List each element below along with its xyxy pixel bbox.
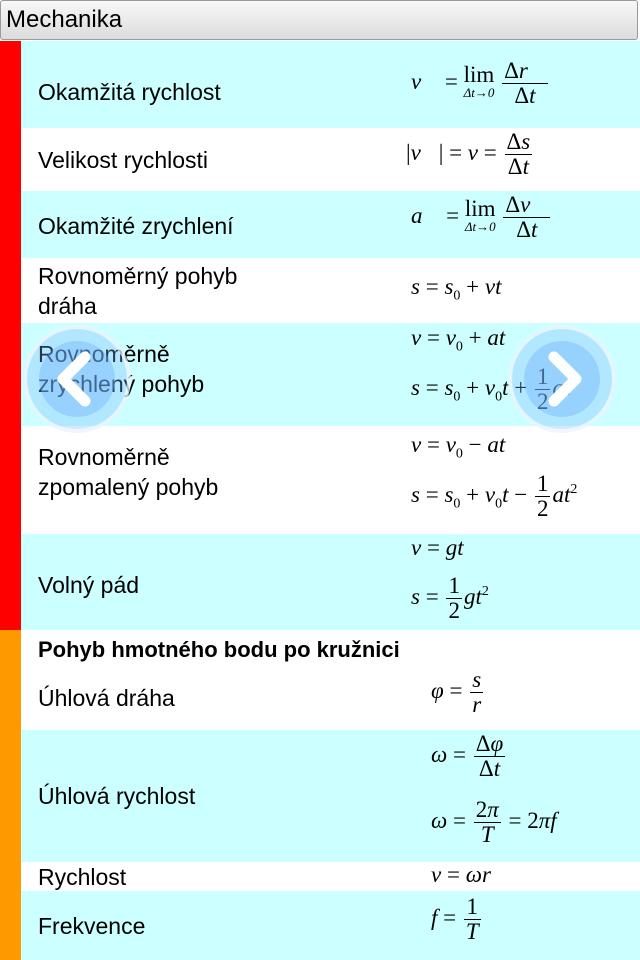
formula-row-decelerated-motion [21, 426, 640, 534]
row-label: Volný pád [38, 572, 140, 598]
formula-free-fall-distance: s = $\frac{1}{2}$ $gt^2$ [411, 573, 489, 623]
row-label: Rychlost [38, 864, 127, 890]
formula-frequency: f = $\frac{1}{T}$ [431, 894, 479, 944]
formula-angular-path: φ = $\frac{s}{r}$ [431, 667, 482, 717]
row-label: Rovnoměrně zrychlený pohyb [38, 341, 205, 397]
formula-uniform-motion: $s = s_0$ + vt [411, 274, 502, 304]
formula-row-uniform-motion [21, 258, 640, 323]
formula-row-speed-magnitude [21, 128, 640, 191]
row-label: Rovnoměrně zpomalený pohyb [38, 444, 219, 500]
row-label: Frekvence [38, 913, 146, 939]
formula-row-frequency [21, 891, 640, 960]
section-bar-red [0, 41, 21, 630]
section-bar-orange [0, 630, 21, 960]
formula-velocity-accelerated: $v = v_0$ + at [411, 325, 506, 355]
section-heading-row [21, 630, 640, 666]
formula-row-speed [21, 862, 640, 891]
formula-row-acceleration [21, 191, 640, 258]
row-label: Úhlová rychlost [38, 783, 196, 809]
formula-angular-velocity: ω = $\frac{\Delta\varphi}{\Delta t}$ [431, 731, 504, 781]
page-title: Mechanika [6, 6, 123, 33]
formula-velocity-decelerated: $v = v_0$ − at [411, 432, 506, 462]
section-heading: Pohyb hmotného bodu po kružnici [38, 637, 400, 662]
row-label: Okamžité zrychlení [38, 213, 234, 239]
chevron-right-icon [512, 329, 612, 429]
formula-row-free-fall [21, 534, 640, 630]
row-label: Okamžitá rychlost [38, 79, 221, 105]
row-label: Velikost rychlosti [38, 147, 209, 173]
row-label: Rovnoměrný pohyb dráha [38, 263, 238, 319]
row-label: Úhlová dráha [38, 685, 175, 711]
formula-instantaneous-velocity: v⃗ = lim Δt→0 $\frac{\Delta r⃗}{\Delta t}$ [411, 58, 546, 108]
formula-row-angular-path [21, 666, 640, 730]
title-bar [0, 0, 638, 40]
formula-speed-magnitude: |v⃗| = v = $\frac{\Delta s}{\Delta t}$ [406, 129, 531, 179]
chevron-left-icon [27, 329, 127, 429]
formula-acceleration: a⃗ = lim Δt→0 $\frac{\Delta v⃗}{\Delta t}$ [411, 192, 549, 242]
prev-page-button[interactable] [23, 325, 131, 433]
formula-speed: v = ωr [431, 862, 491, 887]
formula-angular-velocity-period: ω = $\frac{2\pi}{T}$ = 2πf [431, 797, 557, 847]
formula-row-instantaneous-velocity [21, 41, 640, 128]
next-page-button[interactable] [508, 325, 616, 433]
formula-distance-accelerated: $s = s_0 + v_0t$ + $\frac{1}{2}$ $at^2$ [411, 364, 578, 414]
formula-free-fall-velocity: v = gt [411, 535, 464, 560]
formula-distance-decelerated: $s = s_0 + v_0t$ − $\frac{1}{2}$ $at^2$ [411, 471, 578, 521]
formula-row-angular-velocity [21, 730, 640, 862]
